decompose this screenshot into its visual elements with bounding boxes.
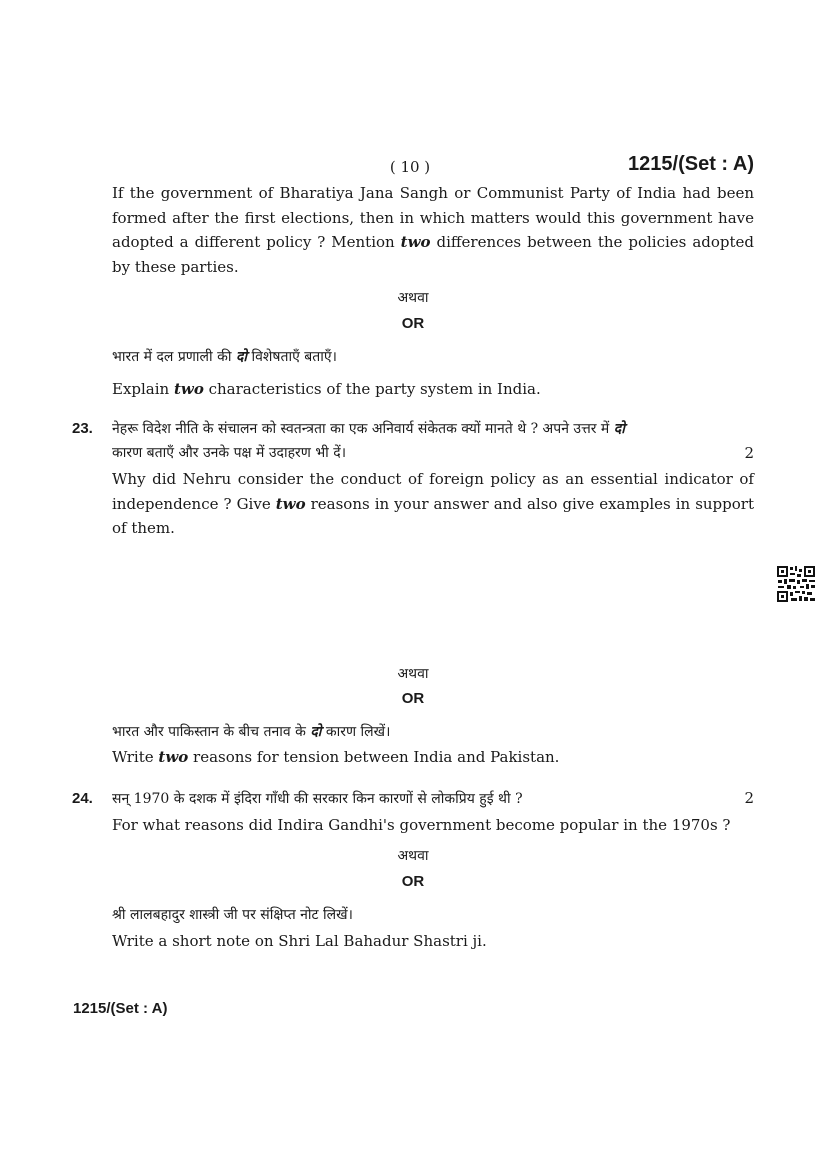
q24-hindi: सन् 1970 के दशक में इंदिरा गाँधी की सरकार किन कारणों से लोकप्रिय हुई थी ?: [112, 791, 523, 807]
marks: 2: [744, 789, 754, 807]
q23-alt-english: Write two reasons for tension between India and Pakistan.: [112, 748, 560, 766]
q22-alt-hindi: भारत में दल प्रणाली की दो विशेषताएँ बताएँ।: [112, 349, 337, 365]
q24-alt-english: Write a short note on Shri Lal Bahadur Shastri ji.: [112, 932, 487, 950]
q23-hindi-line2: कारण बताएँ और उनके पक्ष में उदाहरण भी दें।: [112, 445, 346, 461]
q24-english: For what reasons did Indira Gandhi's government become popular in the 1970s ?: [112, 816, 731, 834]
paper-code-footer: 1215/(Set : A): [73, 1000, 168, 1017]
or-english: OR: [401, 873, 425, 890]
or-hindi: अथवा: [397, 848, 429, 864]
or-english: OR: [401, 315, 425, 332]
q22-english-text: If the government of Bharatiya Jana Sangh or Communist Party of India had been formed after the first elections, then in which matters would this government have adopted a different policy ? Mention two differences between the policies adopted by these parties.: [112, 184, 755, 276]
paper-code-header: 1215/(Set : A): [628, 153, 754, 175]
question-number: 24.: [72, 790, 93, 807]
marks: 2: [744, 444, 754, 462]
question-number: 23.: [72, 420, 93, 437]
q22-alt-english: Explain two characteristics of the party system in India.: [112, 380, 541, 398]
qr-code-icon: [776, 565, 816, 603]
q23-hindi-line1: नेहरू विदेश नीति के संचालन को स्वतन्त्रता का एक अनिवार्य संकेतक क्यों मानते थे ? अपने उत्तर में दो: [112, 421, 625, 437]
q24-alt-hindi: श्री लालबहादुर शास्त्री जी पर संक्षिप्त नोट लिखें।: [112, 907, 353, 923]
or-english: OR: [401, 690, 425, 707]
or-hindi: अथवा: [397, 290, 429, 306]
or-hindi: अथवा: [397, 666, 429, 682]
page-number: ( 10 ): [389, 158, 431, 176]
q23-alt-hindi: भारत और पाकिस्तान के बीच तनाव के दो कारण लिखें।: [112, 724, 391, 740]
q23-english-text: Why did Nehru consider the conduct of foreign policy as an essential indicator of independence ? Give two reasons in your answer and also give examples in support of them.: [112, 470, 754, 537]
